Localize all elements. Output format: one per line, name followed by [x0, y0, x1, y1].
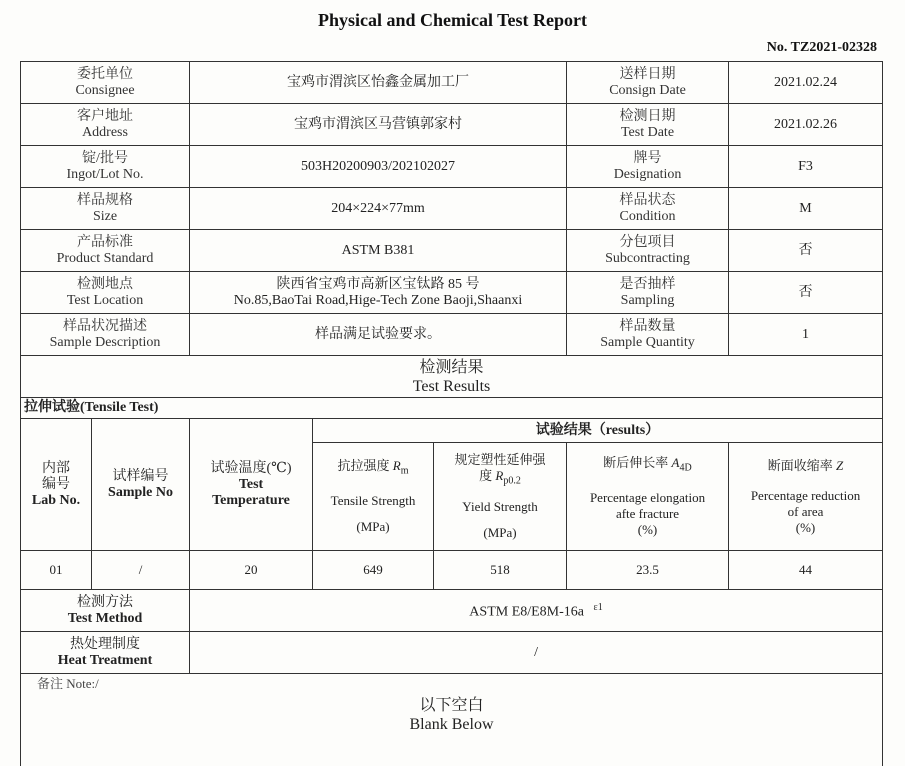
size-label	[21, 188, 190, 230]
cell-temperature: 20	[190, 551, 313, 590]
size-label-en: Size	[24, 209, 186, 225]
col-elongation	[567, 443, 729, 551]
row-size	[21, 188, 883, 230]
condition-label-cn: 样品状态	[570, 193, 725, 209]
note-label: 备注 Note:/	[37, 676, 99, 692]
row-address	[21, 104, 883, 146]
col-lab-no	[21, 419, 92, 551]
col-sample-no	[92, 419, 190, 551]
results-heading-cn: 检测结果	[24, 358, 879, 377]
test-date-label-en: Test Date	[570, 125, 725, 141]
subcontracting-label-cn: 分包项目	[570, 235, 725, 251]
col-temperature-en1: Test	[193, 477, 309, 493]
designation-value: F3	[729, 146, 883, 188]
col-tensile-strength-symbol: R	[393, 458, 401, 473]
col-lab-no-cn2: 编号	[24, 477, 88, 493]
row-consignee	[21, 62, 883, 104]
sampling-label-cn: 是否抽样	[570, 277, 725, 293]
col-yield-strength-cn1: 规定塑性延伸强	[437, 452, 563, 468]
size-value: 204×224×77mm	[190, 188, 567, 230]
address-value: 宝鸡市渭滨区马营镇郭家村	[190, 104, 567, 146]
consign-date-label-cn: 送样日期	[570, 67, 725, 83]
col-sample-no-en: Sample No	[95, 485, 186, 501]
designation-label-en: Designation	[570, 167, 725, 183]
col-reduction-cn-text: 断面收缩率	[768, 458, 833, 473]
method-label-cn: 检测方法	[24, 595, 186, 611]
heat-label-cn: 热处理制度	[24, 637, 186, 653]
quantity-label-en: Sample Quantity	[570, 335, 725, 351]
ingot-label-en: Ingot/Lot No.	[24, 167, 186, 183]
tensile-heading: 拉伸试验(Tensile Test)	[21, 398, 883, 419]
consign-date-label	[567, 62, 729, 104]
row-standard	[21, 230, 883, 272]
location-value-en: No.85,BaoTai Road,Hige-Tech Zone Baoji,Shaanxi	[193, 293, 563, 309]
col-reduction-symbol: Z	[836, 458, 843, 473]
col-reduction-unit: (%)	[732, 520, 879, 536]
subcontracting-label-en: Subcontracting	[570, 251, 725, 267]
condition-label	[567, 188, 729, 230]
method-superscript: ε1	[594, 602, 603, 613]
col-elongation-cn-text: 断后伸长率	[603, 455, 668, 470]
cell-tensile-strength: 649	[313, 551, 434, 590]
col-yield-strength-en: Yield Strength	[437, 499, 563, 515]
consignee-label-cn: 委托单位	[24, 67, 186, 83]
col-yield-strength	[434, 443, 567, 551]
row-tensile-heading	[21, 398, 883, 419]
quantity-label	[567, 314, 729, 356]
col-lab-no-cn1: 内部	[24, 461, 88, 477]
subcontracting-label	[567, 230, 729, 272]
quantity-value: 1	[729, 314, 883, 356]
cell-elongation: 23.5	[567, 551, 729, 590]
col-tensile-strength	[313, 443, 434, 551]
note-cell	[21, 674, 883, 766]
standard-label-en: Product Standard	[24, 251, 186, 267]
ingot-value: 503H20200903/202102027	[190, 146, 567, 188]
ingot-label	[21, 146, 190, 188]
consign-date-label-en: Consign Date	[570, 83, 725, 99]
address-label-cn: 客户地址	[24, 109, 186, 125]
col-reduction-en1: Percentage reduction	[732, 488, 879, 504]
row-heat-treatment	[21, 632, 883, 674]
standard-value: ASTM B381	[190, 230, 567, 272]
col-tensile-strength-cn-text: 抗拉强度	[338, 458, 390, 473]
address-label	[21, 104, 190, 146]
blank-below-en: Blank Below	[21, 715, 882, 734]
location-value-cn: 陕西省宝鸡市高新区宝钛路 85 号	[193, 277, 563, 293]
consignee-value: 宝鸡市渭滨区怡鑫金属加工厂	[190, 62, 567, 104]
row-results-group	[21, 419, 883, 443]
col-yield-strength-cn2	[437, 468, 563, 490]
col-sample-no-cn: 试样编号	[95, 469, 186, 485]
condition-label-en: Condition	[570, 209, 725, 225]
description-value: 样品满足试验要求。	[190, 314, 567, 356]
col-yield-strength-symbol: R	[495, 468, 503, 483]
row-ingot	[21, 146, 883, 188]
results-heading-en: Test Results	[24, 377, 879, 396]
location-label-cn: 检测地点	[24, 277, 186, 293]
blank-below	[21, 696, 882, 734]
col-tensile-strength-unit: (MPa)	[316, 519, 430, 535]
address-label-en: Address	[24, 125, 186, 141]
consign-date-value: 2021.02.24	[729, 62, 883, 104]
description-label	[21, 314, 190, 356]
note-wrap	[21, 674, 882, 766]
ingot-label-cn: 锭/批号	[24, 151, 186, 167]
col-elongation-en1: Percentage elongation	[570, 490, 725, 506]
report-table	[20, 61, 883, 766]
row-results-heading	[21, 356, 883, 398]
col-yield-strength-cn2-text: 度	[479, 468, 492, 483]
location-value	[190, 272, 567, 314]
row-description	[21, 314, 883, 356]
test-date-label	[567, 104, 729, 146]
sampling-label-en: Sampling	[570, 293, 725, 309]
method-value-text: ASTM E8/E8M-16a	[469, 605, 584, 620]
sampling-value: 否	[729, 272, 883, 314]
condition-value: M	[729, 188, 883, 230]
col-tensile-strength-cn	[316, 458, 430, 480]
col-temperature-en2: Temperature	[193, 493, 309, 509]
row-method	[21, 590, 883, 632]
location-label-en: Test Location	[24, 293, 186, 309]
table-row	[21, 551, 883, 590]
blank-below-cn: 以下空白	[21, 696, 882, 715]
col-lab-no-en: Lab No.	[24, 493, 88, 509]
sampling-label	[567, 272, 729, 314]
consignee-label-en: Consignee	[24, 83, 186, 99]
col-temperature	[190, 419, 313, 551]
col-yield-strength-sub: p0.2	[503, 475, 521, 486]
col-reduction-en2: of area	[732, 504, 879, 520]
col-reduction	[729, 443, 883, 551]
consignee-label	[21, 62, 190, 104]
cell-sample-no: /	[92, 551, 190, 590]
row-location	[21, 272, 883, 314]
description-label-en: Sample Description	[24, 335, 186, 351]
cell-lab-no: 01	[21, 551, 92, 590]
heat-label-en: Heat Treatment	[24, 653, 186, 669]
report-number: No. TZ2021-02328	[767, 40, 877, 56]
method-label	[21, 590, 190, 632]
cell-yield-strength: 518	[434, 551, 567, 590]
designation-label	[567, 146, 729, 188]
heat-value: /	[190, 632, 883, 674]
col-temperature-cn: 试验温度(℃)	[193, 461, 309, 477]
method-value	[190, 590, 883, 632]
col-elongation-symbol: A	[672, 455, 680, 470]
col-elongation-cn	[570, 455, 725, 477]
subcontracting-value: 否	[729, 230, 883, 272]
size-label-cn: 样品规格	[24, 193, 186, 209]
quantity-label-cn: 样品数量	[570, 319, 725, 335]
cell-reduction: 44	[729, 551, 883, 590]
test-date-label-cn: 检测日期	[570, 109, 725, 125]
col-elongation-sub: 4D	[680, 462, 692, 473]
col-elongation-en2: afte fracture	[570, 506, 725, 522]
col-elongation-unit: (%)	[570, 522, 725, 538]
results-heading	[21, 356, 883, 398]
row-note	[21, 674, 883, 766]
report-title: Physical and Chemical Test Report	[0, 10, 905, 31]
col-yield-strength-unit: (MPa)	[437, 525, 563, 541]
heat-label	[21, 632, 190, 674]
col-tensile-strength-sub: m	[401, 465, 409, 476]
description-label-cn: 样品状况描述	[24, 319, 186, 335]
col-tensile-strength-en: Tensile Strength	[316, 493, 430, 509]
designation-label-cn: 牌号	[570, 151, 725, 167]
results-group-heading: 试验结果（results）	[313, 419, 883, 443]
standard-label	[21, 230, 190, 272]
location-label	[21, 272, 190, 314]
standard-label-cn: 产品标准	[24, 235, 186, 251]
test-date-value: 2021.02.26	[729, 104, 883, 146]
method-label-en: Test Method	[24, 611, 186, 627]
col-reduction-cn	[732, 458, 879, 474]
